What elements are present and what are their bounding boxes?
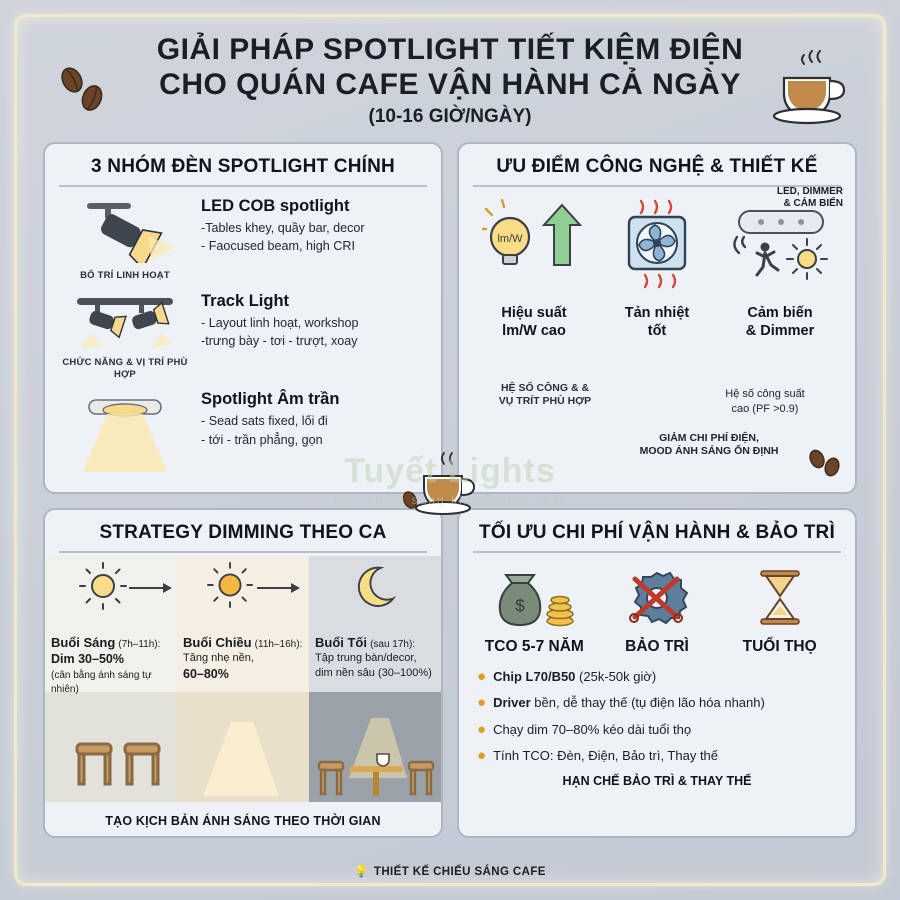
lamp-item	[59, 193, 427, 282]
segment-time: (sau 17h):	[370, 638, 416, 650]
card-dimming-title: STRATEGY DIMMING THEO CA	[59, 522, 427, 553]
page-title-line-1: GIẢI PHÁP SPOTLIGHT TIẾT KIỆM ĐIỆN	[156, 33, 744, 66]
dimming-segment-morning	[45, 556, 177, 802]
bullet-dot-icon: ●	[477, 667, 487, 685]
lamp-line-2: -trưng bày - tơi - trượt, xoay	[201, 333, 358, 348]
lamp-text	[201, 288, 427, 351]
footer-text: THIẾT KẾ CHIẾU SÁNG CAFE	[373, 866, 546, 878]
bullet-rest: (25k-50k giờ)	[575, 668, 657, 684]
cost-columns	[473, 559, 841, 658]
cost-column-label: TCO 5-7 NĂM	[484, 637, 584, 655]
coffee-beans-icon	[805, 445, 845, 484]
list-item	[477, 721, 837, 739]
dimming-segment-text	[315, 634, 437, 681]
segment-title: Buổi Chiều	[183, 634, 252, 650]
tech-column-label: Hiệu suất lm/W cao	[501, 304, 567, 339]
watermark-main: Tuyết Lights	[344, 452, 556, 490]
card-technology-title: ƯU ĐIỂM CÔNG NGHỆ & THIẾT KẾ	[473, 156, 841, 187]
arrow-right-icon	[257, 582, 301, 594]
tech-column-efficiency	[475, 199, 593, 340]
cost-column-maintenance	[599, 567, 715, 656]
tech-note-right: Hệ số công suất cao (PF >0.9)	[725, 387, 805, 415]
sun-icon	[207, 562, 253, 608]
segment-time: (7h–11h):	[118, 638, 161, 650]
beam-icon	[187, 722, 307, 802]
dimming-segment-afternoon	[177, 556, 309, 802]
lamp-name: LED COB spotlight	[201, 196, 350, 215]
lamp-caption: BỐ TRÍ LINH HOẠT	[80, 269, 170, 281]
svg-text:$: $	[515, 595, 526, 615]
track-spotlight-icon	[65, 193, 185, 263]
lamp-text	[201, 386, 427, 449]
track-rail-icon	[65, 288, 185, 350]
lamp-line-2: - Faocused beam, high CRI	[201, 239, 355, 254]
card-lamp-groups-title: 3 NHÓM ĐÈN SPOTLIGHT CHÍNH	[59, 156, 427, 187]
dimming-segment-text	[51, 634, 173, 697]
lamp-line-1: -Tables khey, quầy bar, decor	[201, 220, 365, 235]
card-lamp-groups	[43, 142, 443, 494]
dimming-caption: TẠO KỊCH BẢN ÁNH SÁNG THEO THỜI GIAN	[105, 813, 381, 828]
moon-icon	[351, 564, 397, 610]
segment-note: dim nền sâu (30–100%)	[315, 666, 432, 679]
cost-bullet-list	[473, 668, 841, 765]
bullet-dot-icon: ●	[477, 747, 487, 765]
dimming-segment-evening	[309, 556, 441, 802]
footer	[0, 864, 900, 878]
bulb-arrow-icon	[482, 199, 586, 293]
bullet-dot-icon: ●	[477, 694, 487, 712]
bulb-icon: 💡	[354, 866, 369, 878]
tech-top-tag	[777, 186, 843, 211]
segment-note: 60–80%	[183, 666, 229, 681]
cost-column-label: TUỔI THỌ	[742, 637, 817, 655]
dimming-segment-text	[183, 634, 305, 683]
list-item	[477, 747, 837, 765]
lamp-text	[201, 193, 427, 256]
dimming-timeline	[45, 556, 441, 802]
card-cost-title: TỐI ƯU CHI PHÍ VẬN HÀNH & BẢO TRÌ	[473, 522, 841, 553]
lamp-name: Spotlight Âm trần	[201, 390, 340, 409]
tech-note-bottom: GIẢM CHI PHÍ ĐIỆN, MOOD ÁNH SÁNG ỔN ĐỊNH	[639, 431, 779, 458]
watermark-sub: Đèn chiếu sáng không gian chất	[334, 493, 566, 507]
page-title-line-2: CHO QUÁN CAFE VẬN HÀNH CẢ NGÀY	[159, 68, 741, 102]
lamp-art	[59, 193, 191, 282]
cost-column-tco	[476, 567, 592, 656]
cost-column-lifetime	[722, 567, 838, 656]
card-dimming	[43, 508, 443, 838]
tech-column-sensor	[721, 199, 839, 340]
tech-top-tag-line-2: & CẢM BIẾN	[783, 198, 843, 210]
segment-title: Buổi Tối	[315, 634, 367, 650]
bullet-dot-icon: ●	[477, 720, 487, 738]
center-coffee-cup-icon	[400, 448, 492, 525]
sun-icon	[79, 562, 127, 610]
list-item	[477, 668, 837, 686]
tech-note-left: HỆ SỐ CÔNG & & VỤ TRÍT PHÙ HỢP	[498, 381, 592, 408]
segment-note: (cân bằng ánh sáng tự nhiên)	[51, 669, 152, 696]
lamp-art	[59, 386, 191, 485]
money-bag-icon	[486, 567, 582, 629]
list-item	[477, 694, 837, 712]
header	[14, 14, 886, 134]
lamp-line-2: - tới - trần phẳng, gọn	[201, 432, 323, 447]
card-technology	[457, 142, 857, 494]
cost-column-label: BẢO TRÌ	[625, 637, 689, 655]
lamp-item	[59, 386, 427, 485]
tech-columns	[473, 193, 841, 340]
coffee-cup-icon	[766, 50, 852, 135]
hourglass-icon	[745, 567, 815, 629]
chairs-icon	[63, 716, 173, 802]
segment-value: Tăng nhẹ nền,	[183, 652, 254, 665]
table-chairs-icon	[315, 718, 439, 802]
coffee-beans-icon	[52, 58, 114, 125]
bullet-rest: Chạy dim 70–80% kéo dài tuổi thọ	[493, 721, 692, 737]
tech-top-tag-line-1: LED, DIMMER	[776, 185, 843, 197]
lamp-art	[59, 288, 191, 381]
bullet-rest: Tính TCO: Đèn, Điện, Bảo trì, Thay thế	[493, 748, 719, 764]
tech-column-heat	[598, 199, 716, 340]
sensor-dimmer-icon	[725, 199, 835, 293]
cost-footer: HẠN CHẾ BẢO TRÌ & THAY THẾ	[562, 773, 752, 788]
segment-title: Buổi Sáng	[51, 634, 116, 650]
segment-time: (11h–16h):	[254, 638, 303, 650]
segment-value: Dim 30–50%	[51, 652, 124, 667]
tech-column-label: Tản nhiệt tốt	[624, 304, 690, 339]
bullet-strong: Chip L70/B50	[493, 668, 576, 684]
card-cost	[457, 508, 857, 838]
svg-text:lm/W: lm/W	[497, 232, 523, 245]
lamp-caption: CHỨC NĂNG & VỊ TRÍ PHÙ HỢP	[62, 356, 188, 380]
lamp-item	[59, 288, 427, 381]
fan-heat-icon	[605, 199, 709, 293]
page-subtitle: (10-16 GIỜ/NGÀY)	[368, 105, 532, 127]
recessed-downlight-icon	[65, 386, 185, 478]
lamp-line-1: - Layout linh hoạt, workshop	[201, 315, 359, 330]
bullet-strong: Driver	[493, 695, 531, 711]
lamp-line-1: - Sead sats fixed, lối đi	[201, 414, 328, 429]
tech-column-label: Cảm biến & Dimmer	[745, 304, 815, 339]
arrow-right-icon	[129, 582, 173, 594]
lamp-name: Track Light	[201, 291, 290, 310]
segment-value: Tập trung bàn/decor,	[315, 652, 417, 665]
bullet-rest: bền, dễ thay thế (tụ điện lão hóa nhanh)	[530, 695, 765, 711]
gear-tools-icon	[615, 567, 699, 629]
